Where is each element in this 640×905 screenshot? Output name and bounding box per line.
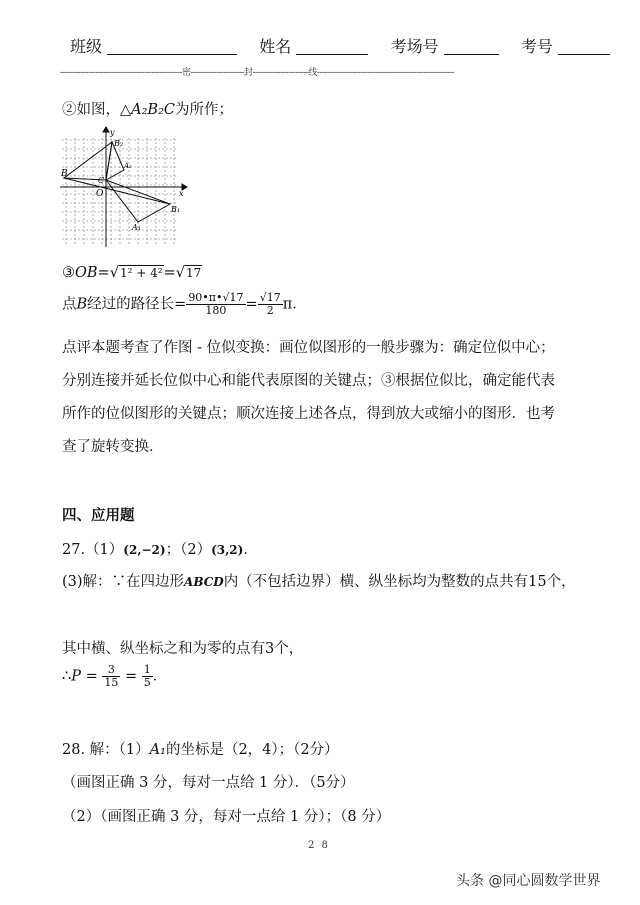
q28-line-1: 28. 解：（1）A₁的坐标是（2，4）；（2分） (62, 742, 339, 758)
comment-line-3: 所作的位似图形的关键点；顺次连接上述各点，得到放大或缩小的图形．也考 (62, 406, 555, 422)
page-number: 2 8 (308, 840, 330, 851)
name-label: 姓名 (259, 37, 292, 56)
comment-line-2: 分别连接并延长位似中心和能代表原图的关键点；③根据位似比，确定能代表 (62, 373, 555, 389)
label-x-axis: x (179, 189, 184, 198)
q27-probability: ∴P = $\frac{3}{15}$ = $\frac{1}{5}$ ． (62, 663, 168, 689)
label-y-axis: y (110, 128, 115, 137)
part2-line: ②如图，△A₂B₂C为所作； (62, 102, 233, 118)
fraction-path: $\frac{90•\pi•√17}{180}$ (188, 291, 244, 317)
q27-line-2: (3)解：∵在四边形ABCD内（不包括边界）横、纵坐标均为整数的点共有15个， (62, 574, 576, 590)
sqrt-radicand: 1² + 4² (119, 266, 163, 280)
label-b: B (61, 169, 68, 179)
coordinate-figure (58, 126, 188, 248)
number-label: 考号 (520, 37, 553, 56)
comment-line-4: 查了旋转变换． (62, 439, 164, 455)
comment-line-1: 点评本题考查了作图 - 位似变换：画位似图形的一般步骤为：确定位似中心； (62, 340, 555, 356)
ob-line: ③OB=√1² + 4²=√17 (62, 265, 202, 281)
label-c: C (98, 176, 105, 185)
section-title: 四、应用题 (62, 507, 135, 524)
room-label: 考场号 (390, 37, 439, 56)
label-a1: A₁ (132, 223, 141, 232)
fraction-1-5: $\frac{1}{5}$ (143, 663, 151, 689)
label-b2: B₂ (114, 139, 124, 148)
name-blank[interactable] (296, 38, 368, 55)
q27-line-1: 27.（1）(2,−2)；（2）(3,2)． (62, 542, 258, 558)
triangle-label: △A₂B₂C (120, 102, 175, 118)
number-blank[interactable] (558, 38, 610, 55)
q28-line-3: （2）（画图正确 3 分，每对一点给 1 分）；（8 分） (62, 809, 391, 825)
exam-header (70, 34, 610, 57)
label-origin: O (96, 189, 104, 199)
seal-xian: 线 (308, 68, 317, 78)
seal-feng: 封 (243, 68, 253, 78)
label-b1: B₁ (171, 205, 181, 214)
room-blank[interactable] (444, 38, 499, 55)
q28-line-2: （画图正确 3 分，每对一点给 1 分）．（5分） (62, 775, 355, 791)
fraction-3-15: $\frac{3}{15}$ (104, 663, 119, 689)
sqrt-result: 17 (185, 266, 202, 280)
seal-line: ------------------------------------------------密---------------------封----------------------线------------------------------------------------------ (60, 68, 455, 78)
fraction-result: $\frac{√17}{2}$ (259, 291, 281, 317)
path-length-line: 点B经过的路径长= $\frac{90•\pi•√17}{180}$ = $\frac{√17}{2}$ π． (62, 291, 307, 317)
seal-mi: 密 (181, 68, 191, 78)
class-blank[interactable] (107, 38, 237, 55)
label-a2: A₂ (124, 162, 132, 170)
class-label: 班级 (70, 37, 103, 56)
q27-line-3: 其中横、纵坐标之和为零的点有3个， (62, 641, 304, 657)
watermark: 头条 @同心圆数学世界 (456, 873, 601, 889)
